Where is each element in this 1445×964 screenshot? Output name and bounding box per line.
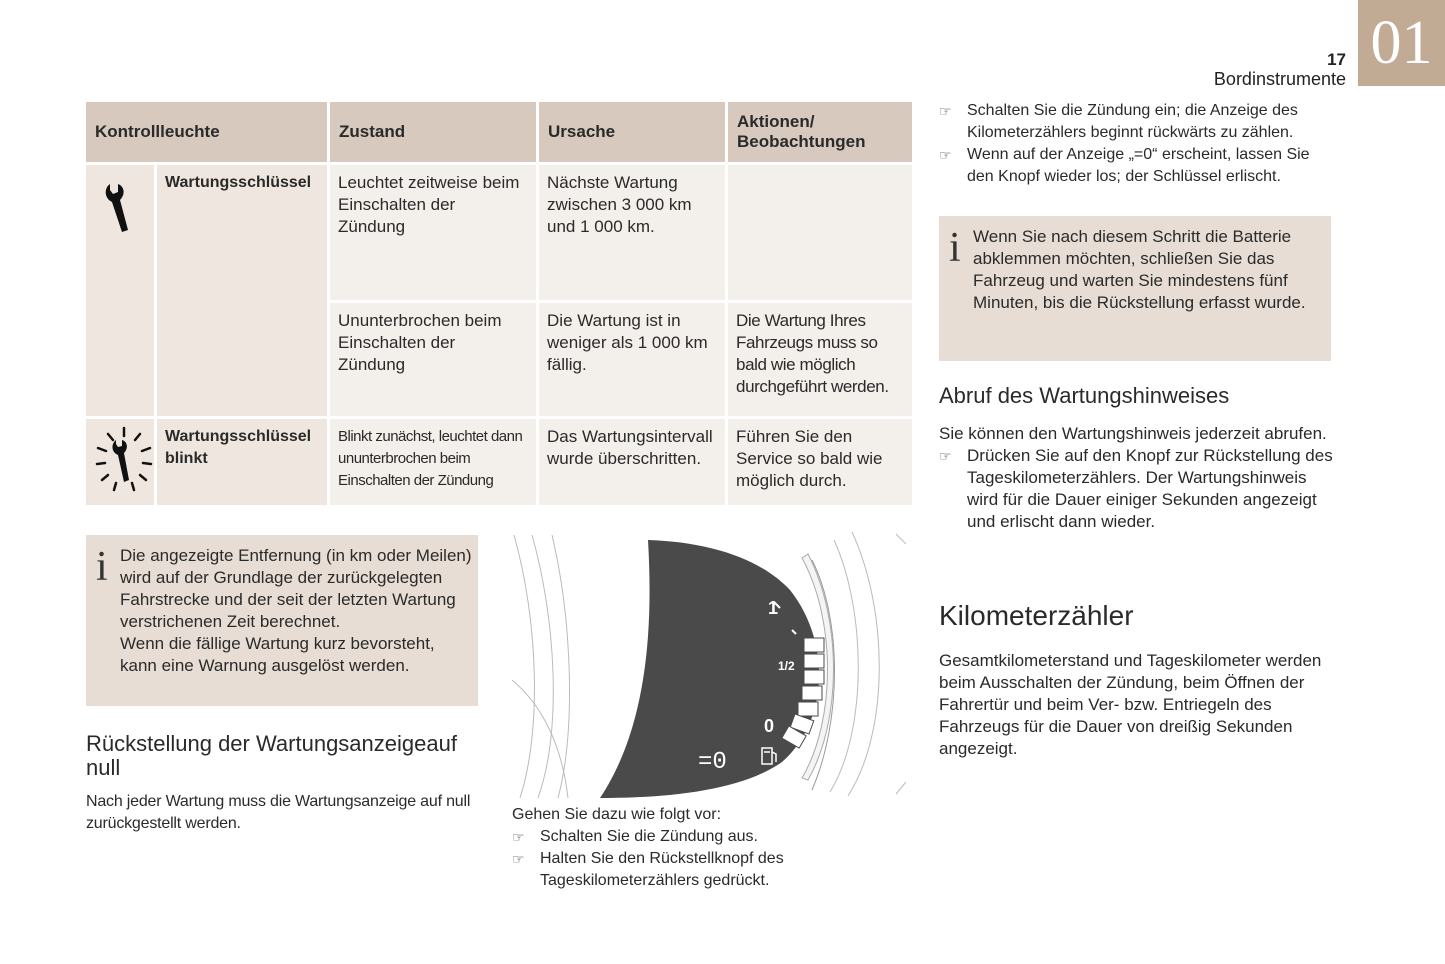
table-header-row: [86, 102, 912, 162]
list-item: ☞ Halten Sie den Rückstellknopf des Tageskilometerzählers gedrückt.: [512, 850, 784, 889]
hand-pointer-icon: ☞: [512, 851, 525, 867]
abruf-heading: Abruf des Wartungshinweises: [939, 383, 1230, 408]
info-text: Die angezeigte Entfernung (in km oder Meilen) wird auf der Grundlage der zurückgelegten Fahrstrecke und der seit der letzten Wartung verstrichenen Zeit berechnet.: [120, 546, 472, 631]
hand-pointer-icon: ☞: [939, 448, 952, 464]
km-text: Gesamtkilometerstand und Tageskilometer werden beim Ausschalten der Zündung, beim Öffnen der Fahrertür und beim Ver- bzw. Entriegeln des Fahrzeugs für die Dauer von dreißig Sekunden angezeigt.: [939, 651, 1322, 758]
info-icon: i: [949, 225, 961, 271]
table-cell: Die Wartung ist in weniger als 1 000 km fällig.: [539, 303, 725, 416]
procedure: [512, 804, 906, 892]
hand-pointer-icon: ☞: [512, 829, 525, 845]
header-aktionen: Aktionen/ Beobachtungen: [728, 102, 912, 162]
hand-pointer-icon: ☞: [939, 103, 952, 119]
table-row: [86, 165, 912, 300]
info-box-battery: [939, 216, 1331, 361]
table-row: [86, 419, 912, 505]
list-item: ☞ Schalten Sie die Zündung aus.: [512, 826, 906, 848]
gauge-illustration: [512, 530, 906, 798]
table-cell: Leuchtet zeitweise beim Einschalten der Zündung: [330, 165, 536, 300]
header-ursache: Ursache: [539, 102, 725, 162]
km-heading: Kilometerzähler: [939, 600, 1134, 631]
table-cell: Das Wartungsintervall wurde überschritten.: [539, 419, 725, 505]
warning-name: Wartungsschlüssel blinkt: [157, 419, 327, 505]
page-number: 17: [1327, 50, 1346, 69]
abruf-section: [939, 423, 1339, 533]
warning-light-table: [83, 99, 915, 508]
list-item: ☞ Schalten Sie die Zündung ein; die Anzeige des Kilometerzählers beginnt rückwärts zu zählen.: [939, 102, 1298, 141]
wrench-icon: [100, 178, 140, 238]
info-box-distance: [86, 535, 478, 706]
table-cell: Führen Sie den Service so bald wie möglich durch.: [728, 419, 912, 505]
gauge-mark-empty: 0: [764, 716, 775, 736]
procedure-intro: Gehen Sie dazu wie folgt vor:: [512, 806, 722, 823]
section-title: Bordinstrumente: [1213, 69, 1346, 89]
header-kontrollleuchte: Kontrollleuchte: [86, 102, 327, 162]
odometer-display: =0: [698, 749, 727, 776]
flashing-wrench-icon: [94, 426, 154, 494]
gauge-mark-half: 1/2: [778, 659, 795, 673]
table-cell: Die Wartung Ihres Fahrzeugs muss so bald wie möglich durchgeführt werden.: [728, 303, 912, 416]
flashing-wrench-icon-cell: [86, 419, 154, 505]
header-zustand: Zustand: [330, 102, 536, 162]
table-cell: [728, 165, 912, 300]
fuel-gauge-svg: [512, 530, 906, 798]
info-icon: i: [96, 544, 108, 590]
warning-name: Wartungsschlüssel: [157, 165, 327, 416]
abruf-text: Sie können den Wartungshinweis jederzeit abrufen.: [939, 424, 1327, 443]
reset-heading: Rückstellung der Wartungsanzeigeauf null: [86, 731, 457, 780]
gauge-mark-full: 1: [768, 598, 779, 618]
list-item: ☞ Wenn auf der Anzeige „=0“ erscheint, lassen Sie den Knopf wieder los; der Schlüssel erlischt.: [939, 146, 1310, 185]
table-cell: Nächste Wartung zwischen 3 000 km und 1 000 km.: [539, 165, 725, 300]
info-text: Wenn die fällige Wartung kurz bevorsteht, kann eine Warnung ausgelöst werden.: [120, 634, 435, 675]
chapter-number: 01: [1358, 0, 1445, 86]
hand-pointer-icon: ☞: [939, 147, 952, 163]
table-cell: Ununterbrochen beim Einschalten der Zündung: [330, 303, 536, 416]
reset-text: Nach jeder Wartung muss die Wartungsanzeige auf null zurückgestellt werden.: [86, 793, 471, 832]
wrench-icon-cell: [86, 165, 154, 416]
right-steps: [939, 100, 1331, 188]
info-text: Wenn Sie nach diesem Schritt die Batterie abklemmen möchten, schließen Sie das Fahrzeug und warten Sie mindestens fünf Minuten, bis die Rückstellung erfasst wurde.: [973, 227, 1306, 312]
list-item: ☞ Drücken Sie auf den Knopf zur Rückstellung des Tageskilometerzählers. Der Wartungshinweis wird für die Dauer einiger Sekunden angezeigt und erlischt dann wieder.: [939, 446, 1333, 531]
table-cell: Blinkt zunächst, leuchtet dann ununterbrochen beim Einschalten der Zündung: [330, 419, 536, 505]
